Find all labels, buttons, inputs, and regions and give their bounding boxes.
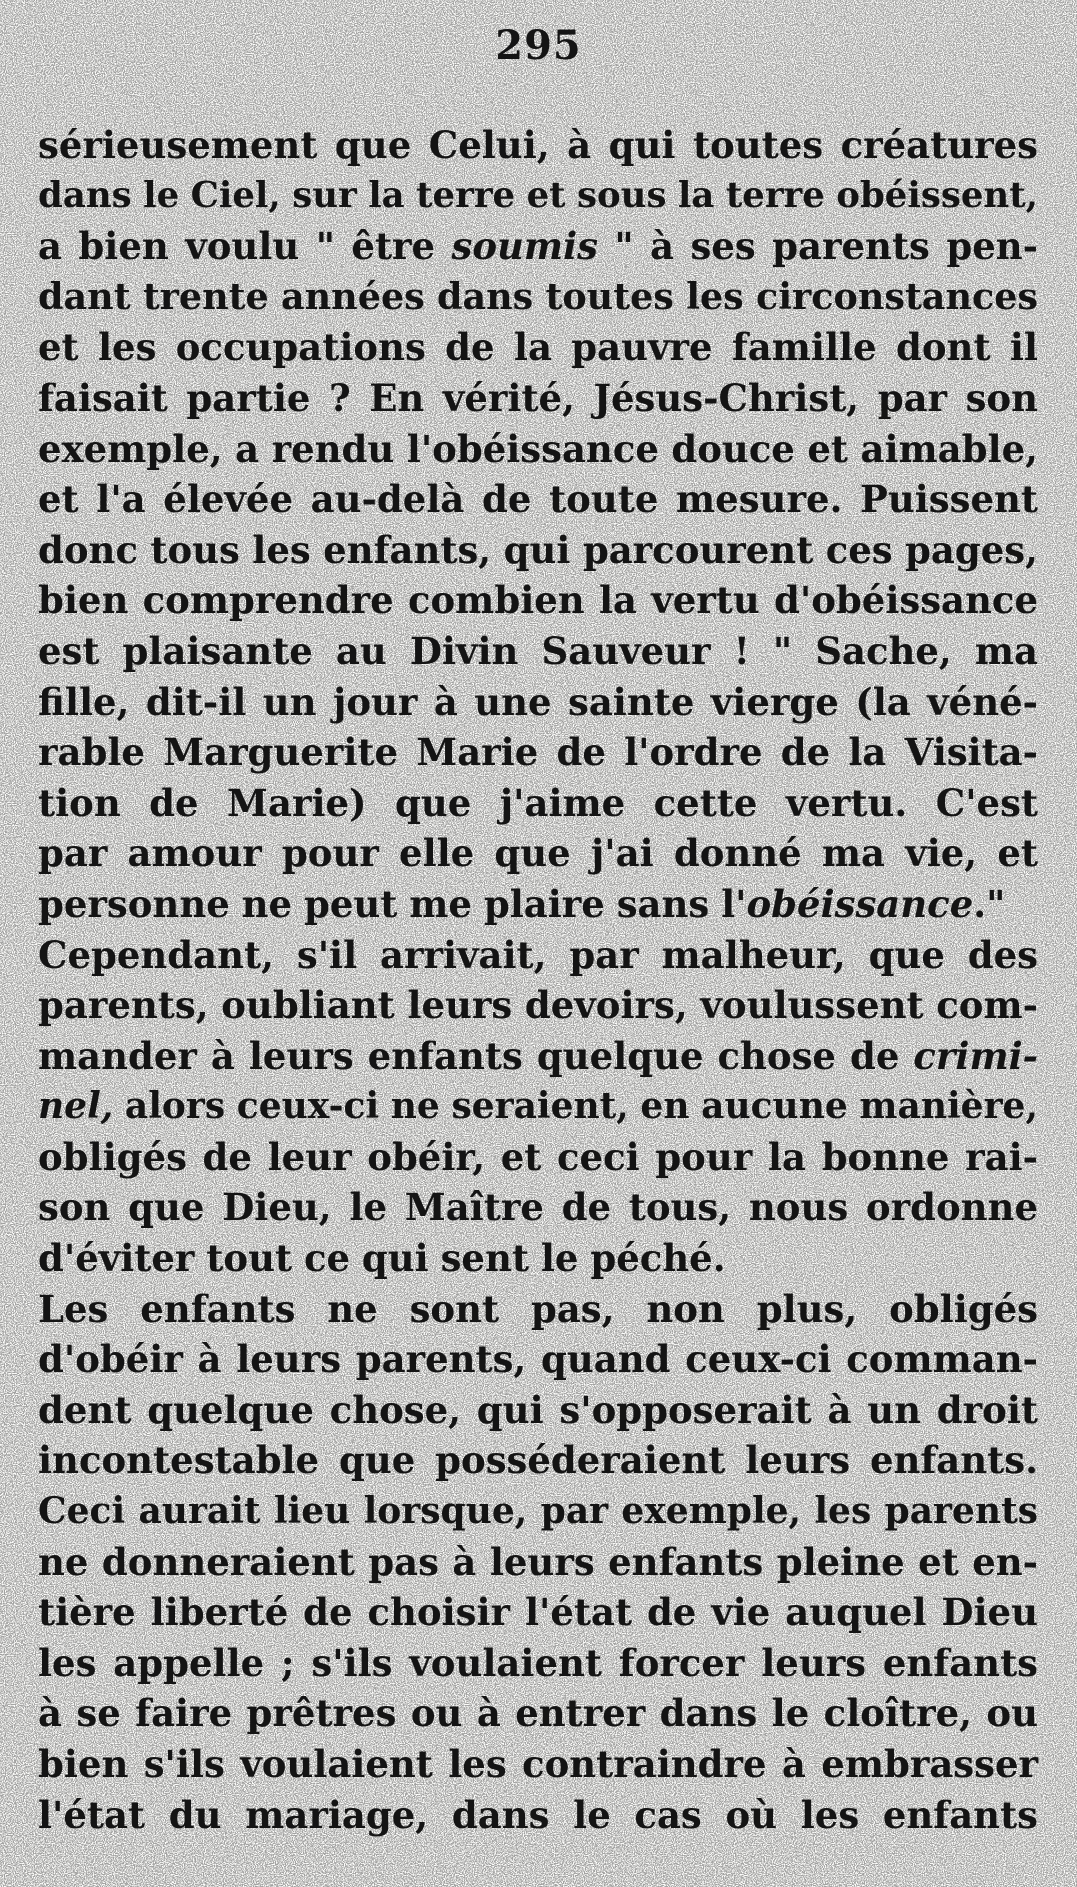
- text-line: [38, 171, 1038, 222]
- text-span: l'état du mariage, dans le cas où les enfants: [38, 1792, 1038, 1837]
- text-span: et les occupations de la pauvre famille dont il: [38, 325, 1038, 370]
- text-line: [38, 575, 1038, 626]
- text-line: [38, 1081, 1038, 1132]
- text-line: [38, 1233, 1038, 1284]
- text-line: [38, 1486, 1038, 1537]
- italic-text: soumis: [451, 224, 598, 269]
- text-line: [38, 474, 1038, 525]
- text-span: ne donneraient pas à leurs enfants pleine et en-: [38, 1539, 1038, 1584]
- text-span: bien comprendre combien la vertu d'obéissance: [38, 578, 1038, 623]
- text-line: [38, 272, 1038, 323]
- text-line: [38, 930, 1038, 981]
- text-line: [38, 322, 1038, 373]
- text-span: exemple, a rendu l'obéissance douce et aimable,: [38, 426, 1038, 471]
- text-span: rable Marguerite Marie de l'ordre de la Visita-: [38, 730, 1038, 775]
- text-line: [38, 980, 1038, 1031]
- text-line: [38, 1688, 1038, 1739]
- text-line: [38, 1334, 1038, 1385]
- text-line: [38, 1132, 1038, 1183]
- text-span: à se faire prêtres ou à entrer dans le cloître, ou: [38, 1691, 1038, 1736]
- text-line: [38, 525, 1038, 576]
- text-line: [38, 221, 1038, 272]
- text-span: par amour pour elle que j'ai donné ma vie, et: [38, 831, 1038, 876]
- text-span: bien s'ils voulaient les contraindre à embrasser: [38, 1742, 1038, 1786]
- text-line: [38, 373, 1038, 424]
- text-span: dans le Ciel, sur la terre et sous la terre obéissent,: [38, 174, 1038, 216]
- text-line: [38, 1790, 1038, 1841]
- text-span: a bien voulu " être: [38, 224, 452, 269]
- text-span: personne ne peut me plaire sans l': [38, 881, 747, 926]
- italic-text: nel,: [38, 1085, 114, 1128]
- text-span: " à ses parents pen-: [597, 224, 1038, 269]
- text-line: [38, 1537, 1038, 1588]
- text-span: obligés de leur obéir, et ceci pour la bonne rai-: [38, 1134, 1038, 1179]
- text-span: Les enfants ne sont pas, non plus, obligés: [38, 1286, 1038, 1331]
- text-span: dant trente années dans toutes les circonstances: [38, 274, 1038, 318]
- text-line: [38, 1587, 1038, 1638]
- text-span: son que Dieu, le Maître de tous, nous ordonne: [38, 1185, 1038, 1230]
- italic-text: crimi-: [913, 1033, 1038, 1078]
- text-line: [38, 1031, 1038, 1082]
- text-span: parents, oubliant leurs devoirs, voulussent com-: [38, 983, 1038, 1028]
- page-number: 295: [495, 22, 582, 69]
- text-line: [38, 778, 1038, 829]
- text-span: d'obéir à leurs parents, quand ceux-ci comman-: [38, 1337, 1038, 1382]
- text-span: donc tous les enfants, qui parcourent ces pages,: [38, 527, 1038, 572]
- text-span: tière liberté de choisir l'état de vie auquel Dieu: [38, 1590, 1038, 1635]
- text-line: [38, 1385, 1038, 1436]
- text-span: alors ceux-ci ne seraient, en aucune manière,: [113, 1085, 1038, 1128]
- text-line: [38, 1739, 1038, 1790]
- text-span: .": [973, 881, 1006, 926]
- text-span: Ceci aurait lieu lorsque, par exemple, les parents: [38, 1490, 1038, 1533]
- text-span: fille, dit-il un jour à une sainte vierge (la véné-: [38, 679, 1038, 724]
- text-line: [38, 828, 1038, 879]
- text-line: [38, 1638, 1038, 1689]
- text-span: incontestable que posséderaient leurs enfants.: [38, 1438, 1038, 1483]
- text-span: faisait partie ? En vérité, Jésus-Christ, par son: [38, 375, 1038, 420]
- text-span: est plaisante au Divin Sauveur ! " Sache, ma: [38, 628, 1038, 673]
- body-text: [38, 120, 1038, 1840]
- text-span: tion de Marie) que j'aime cette vertu. C'est: [38, 780, 1038, 825]
- text-line: [38, 424, 1038, 475]
- text-span: sérieusement que Celui, à qui toutes créatures: [38, 123, 1038, 167]
- italic-text: obéissance: [746, 881, 974, 926]
- text-span: mander à leurs enfants quelque chose de: [38, 1033, 914, 1078]
- text-line: [38, 626, 1038, 677]
- text-span: dent quelque chose, qui s'opposerait à un droit: [38, 1387, 1038, 1432]
- text-span: et l'a élevée au-delà de toute mesure. Puissent: [38, 477, 1038, 522]
- text-span: les appelle ; s'ils voulaient forcer leurs enfants: [38, 1640, 1038, 1685]
- text-line: [38, 727, 1038, 778]
- text-line: [38, 677, 1038, 728]
- text-line: [38, 879, 1038, 930]
- text-line: [38, 1435, 1038, 1486]
- text-line: [38, 1182, 1038, 1233]
- text-line: [38, 1284, 1038, 1335]
- text-span: Cependant, s'il arrivait, par malheur, que des: [38, 932, 1038, 977]
- text-line: [38, 120, 1038, 171]
- text-span: d'éviter tout ce qui sent le péché.: [38, 1236, 726, 1281]
